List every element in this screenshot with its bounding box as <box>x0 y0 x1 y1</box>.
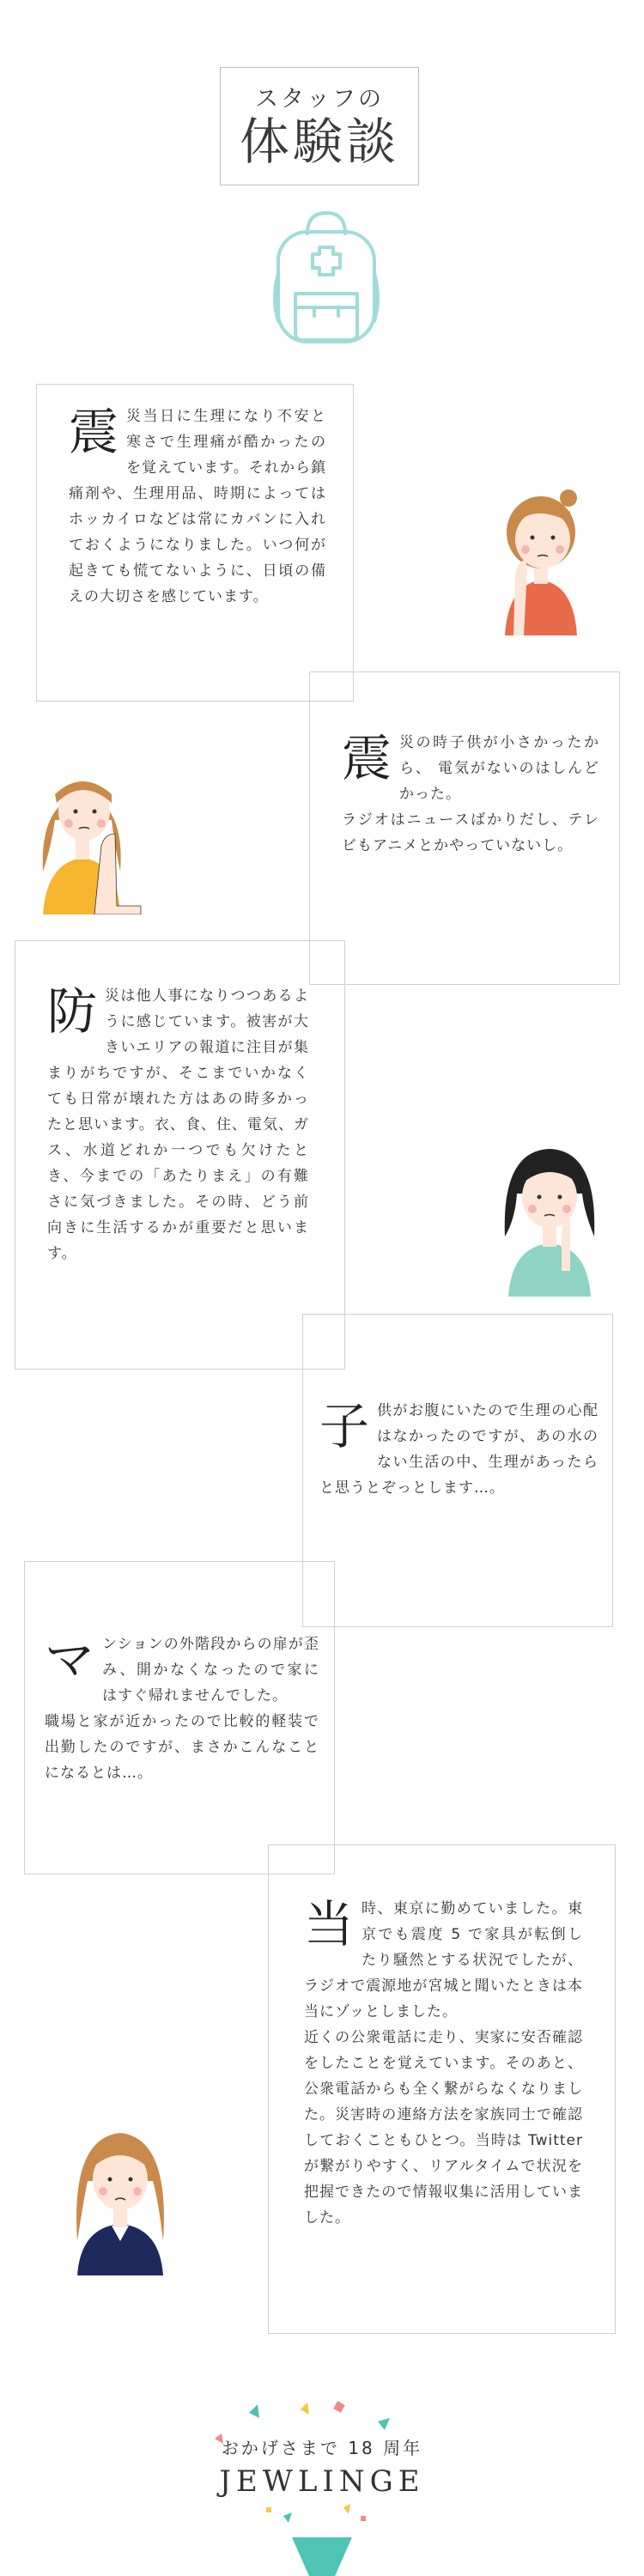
woman-thinking-yellow-illustration <box>34 743 146 914</box>
page-title: 体験談 <box>239 112 399 171</box>
story-text-5 <box>45 1631 319 1786</box>
story-body-2b: ラジオはニュースばかりだし、テレビもアニメとかやっていないし。 <box>342 811 599 854</box>
story-text-3 <box>47 983 309 1267</box>
story-body-5a: ンションの外階段からの扉が歪み、開かなくなったので家にはすぐ帰れませんでした。 <box>102 1636 319 1704</box>
story-initial-2: 震 <box>342 729 393 787</box>
story-initial-5: マ <box>45 1631 96 1689</box>
story-text-4 <box>319 1398 598 1501</box>
story-text-2 <box>342 730 599 859</box>
page-title-box <box>220 67 419 185</box>
story-body-2a: 災の時子供が小さかったから、 電気がないのはしんどかった。 <box>399 734 599 803</box>
backpack-icon <box>266 204 386 350</box>
woman-thinking-orange-illustration <box>489 472 592 635</box>
woman-thinking-mint-illustration <box>498 1133 601 1297</box>
story-initial-3: 防 <box>47 982 99 1041</box>
story-body-3: 災は他人事になりつつあるように感じています。被害が大きいエリアの報道に注目が集まりがちですが、そこまでいかなくても日常が壊れた方はあの時多かったと思います。衣、食、住、電気、ガス、水道どれか一つでも欠けたとき、今までの「あたりまえ」の有難さに気づきました。その時、どう前向きに生活するかが重要だと思います。 <box>47 987 309 1262</box>
story-body-5b: 職場と家が近かったので比較的軽装で出勤したのですが、まさかこんなことになるとは…。 <box>45 1713 319 1782</box>
woman-worried-navy-illustration <box>69 2112 172 2275</box>
story-text-1 <box>69 404 326 610</box>
story-body-1: 災当日に生理になり不安と寒さで生理痛が酷かったのを覚えています。それから鎮痛剤や、生理用品、時期によってはホッカイロなどは常にカバンに入れておくようになりました。いつ何が起きても慌てないように、日頃の備えの大切さを感じています。 <box>69 408 326 605</box>
story-body-4: 供がお腹にいたので生理の心配はなかったのですが、あの水のない生活の中、生理があったらと思うとぞっとします…。 <box>319 1402 598 1497</box>
page-subtitle: スタッフの <box>255 86 384 112</box>
story-text-6 <box>304 1896 583 2231</box>
brand-logo: JEWLINGE <box>219 2464 425 2499</box>
story-initial-4: 子 <box>319 1397 371 1455</box>
story-initial-6: 当 <box>304 1895 355 1953</box>
story-initial-1: 震 <box>69 403 120 461</box>
story-body-6b: 近くの公衆電話に走り、実家に安否確認をしたことを覚えています。そのあと、公衆電話からも全く繋がらなくなりました。災害時の連絡方法を家族同士で確認しておくこともひとつ。当時は Twitter が繋がりやすく、リアルタイムで状況を把握できたので情報収集に活用していました。 <box>304 2029 583 2227</box>
story-body-6a: 時、東京に勤めていました。東京でも震度 5 で家具が転倒したり騒然とする状況でしたが、ラジオで震源地が宮城と聞いたときは本当にゾッとしました。 <box>304 1900 583 2020</box>
anniversary-text: おかげさまで 18 周年 <box>221 2438 423 2458</box>
